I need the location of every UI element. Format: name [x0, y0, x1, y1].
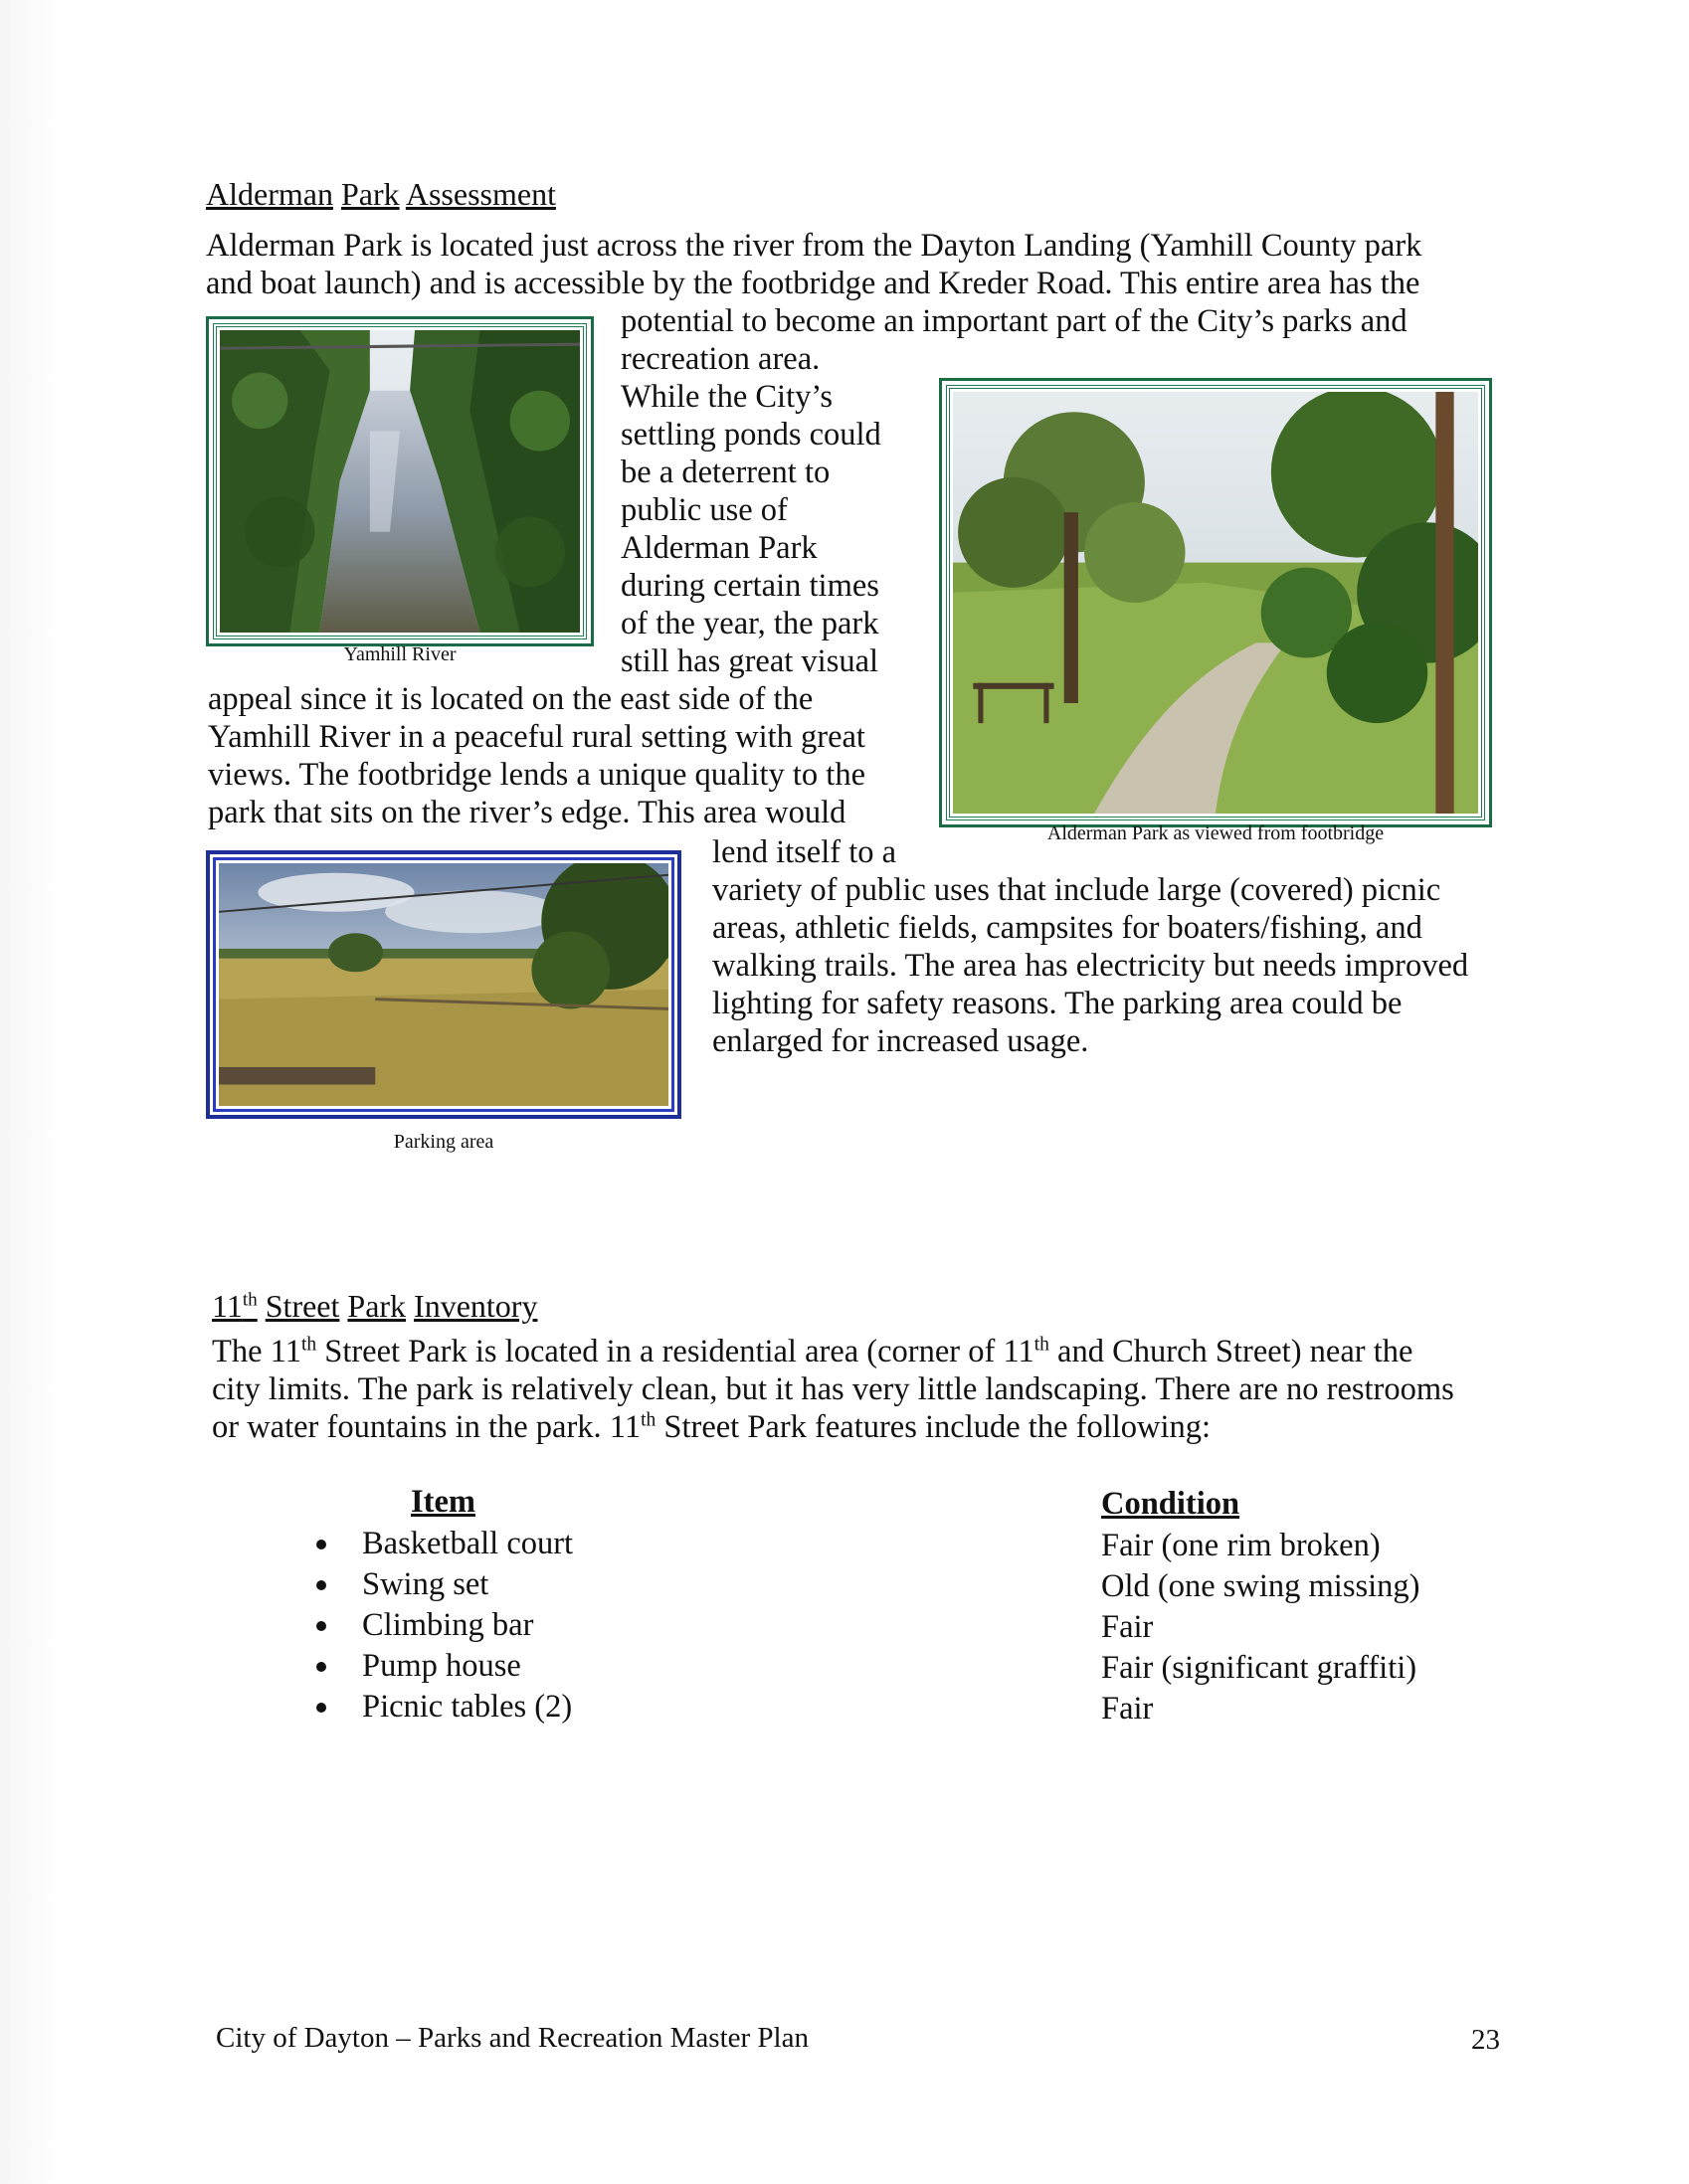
paragraph-line: variety of public uses that include large (covered) picnic: [712, 872, 1441, 908]
photo-caption-river: Yamhill River: [343, 643, 457, 665]
heading-word: Park: [347, 1288, 407, 1324]
paragraph-line: Alderman Park: [621, 530, 818, 566]
paragraph-line: during certain times: [621, 568, 879, 604]
photo-frame-river: [206, 316, 594, 646]
paragraph-line: lighting for safety reasons. The parking area could be: [712, 986, 1403, 1021]
heading-word: Street: [265, 1288, 340, 1324]
paragraph-line: enlarged for increased usage.: [712, 1023, 1089, 1059]
park-photo: [953, 392, 1478, 814]
photo-frame-parking: [206, 850, 681, 1119]
table-row-item: Climbing bar: [362, 1607, 534, 1643]
table-row-item: Picnic tables (2): [362, 1689, 573, 1725]
paragraph-line: views. The footbridge lends a unique quality to the: [208, 757, 865, 793]
column-header-condition: Condition: [1101, 1486, 1240, 1522]
paragraph-line: Yamhill River in a peaceful rural setting with great: [208, 719, 865, 755]
table-row-condition: Fair: [1101, 1609, 1154, 1645]
heading-word: Park: [340, 176, 400, 212]
superscript: th: [641, 1409, 657, 1431]
table-row-condition: Fair (one rim broken): [1101, 1528, 1381, 1563]
text-run: The 11: [212, 1334, 301, 1369]
paragraph-line: appeal since it is located on the east side of the: [208, 681, 814, 717]
heading-superscript: th: [242, 1289, 258, 1311]
heading-number: [212, 1288, 258, 1324]
table-row-condition: Fair: [1101, 1691, 1154, 1727]
paragraph-line: settling ponds could: [621, 417, 881, 453]
heading-word: Inventory: [414, 1288, 538, 1324]
text-run: Street Park is located in a residential area (corner of 11: [316, 1334, 1034, 1369]
paragraph-line: recreation area.: [621, 341, 821, 377]
photo-caption-parking: Parking area: [393, 1131, 494, 1153]
paragraph-line: While the City’s: [621, 379, 834, 415]
table-row-item: Basketball court: [362, 1526, 574, 1561]
heading-word: Assessment: [405, 176, 556, 212]
paragraph-line: be a deterrent to: [621, 455, 831, 490]
section-heading-11th-street: [212, 1287, 537, 1325]
heading-number-text: 11: [212, 1288, 243, 1324]
bullet-icon: [316, 1540, 326, 1549]
bullet-icon: [316, 1703, 326, 1713]
footer-title: City of Dayton – Parks and Recreation Master Plan: [216, 2022, 809, 2054]
paragraph-line: public use of: [621, 492, 788, 528]
paragraph-line: potential to become an important part of the City’s parks and: [621, 303, 1408, 339]
table-row-condition: Fair (significant graffiti): [1101, 1650, 1417, 1686]
paragraph-line: [212, 1333, 1412, 1370]
paragraph-line: areas, athletic fields, campsites for boaters/fishing, and: [712, 910, 1422, 946]
bullet-icon: [316, 1580, 326, 1590]
text-run: Street Park features include the following:: [656, 1409, 1212, 1445]
parking-photo: [219, 863, 668, 1106]
table-row-item: Swing set: [362, 1566, 489, 1602]
paragraph-line: of the year, the park: [621, 606, 879, 641]
page-number: 23: [1471, 2024, 1500, 2056]
paragraph-line: and boat launch) and is accessible by the footbridge and Kreder Road. This entire area has the: [206, 266, 1420, 301]
paragraph-line: park that sits on the river’s edge. This area would: [208, 795, 846, 830]
text-run: and Church Street) near the: [1048, 1334, 1413, 1369]
superscript: th: [1033, 1334, 1049, 1356]
text-run: or water fountains in the park. 11: [212, 1409, 642, 1445]
bullet-icon: [316, 1621, 326, 1631]
paragraph-line: still has great visual: [621, 643, 879, 679]
river-photo: [220, 330, 580, 633]
column-header-item: Item: [411, 1484, 475, 1520]
paragraph-line: walking trails. The area has electricity but needs improved: [712, 948, 1469, 984]
photo-frame-park: [939, 378, 1492, 827]
bullet-icon: [316, 1662, 326, 1672]
paragraph-line: Alderman Park is located just across the river from the Dayton Landing (Yamhill County park: [206, 228, 1422, 264]
paragraph-line: city limits. The park is relatively clean, but it has very little landscaping. There are no restrooms: [212, 1371, 1454, 1407]
paragraph-line: lend itself to a: [712, 834, 897, 870]
heading-word: Alderman: [206, 176, 333, 212]
table-row-condition: Old (one swing missing): [1101, 1568, 1420, 1604]
superscript: th: [300, 1334, 317, 1356]
table-row-item: Pump house: [362, 1648, 521, 1684]
section-heading-alderman: [206, 175, 556, 213]
paragraph-line: [212, 1408, 1211, 1446]
scan-edge: [0, 0, 60, 2184]
photo-caption-park: Alderman Park as viewed from footbridge: [1046, 822, 1385, 844]
